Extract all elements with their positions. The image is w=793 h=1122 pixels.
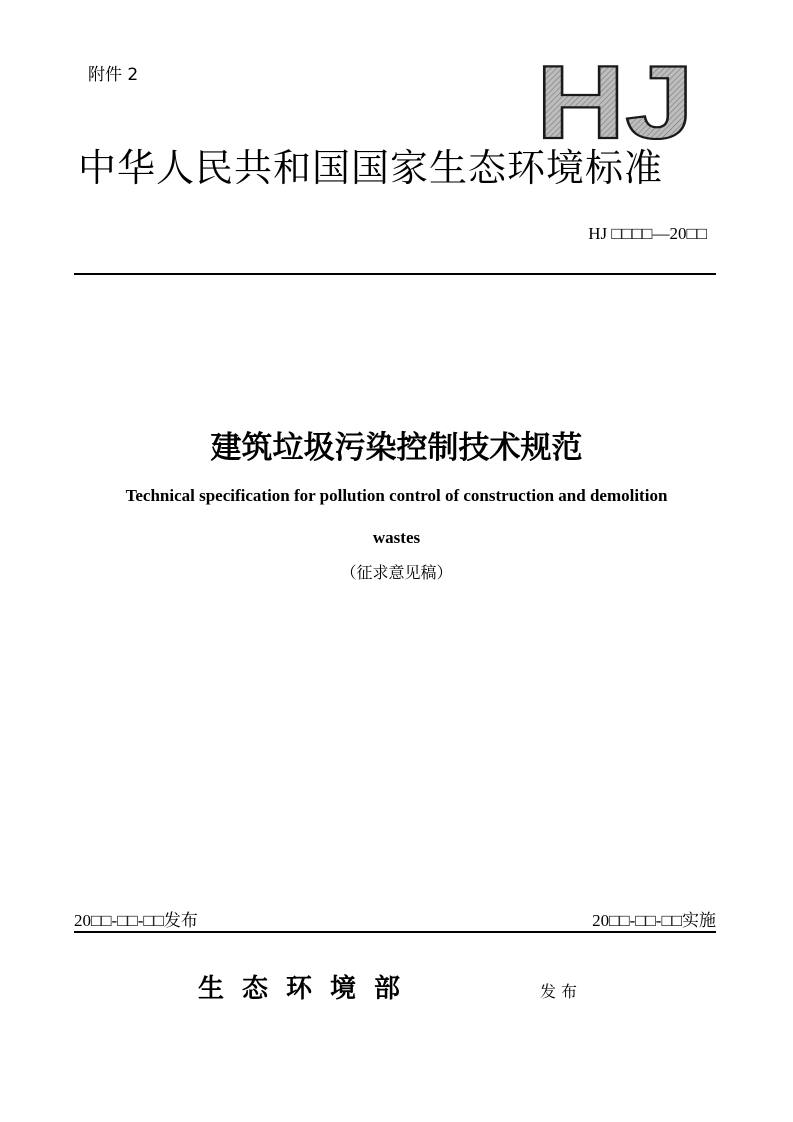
publish-label: 发布: [540, 982, 583, 1001]
svg-text:HJ: HJ: [536, 60, 694, 140]
document-title-en: Technical specification for pollution control of construction and demolition: [125, 486, 668, 505]
hj-logo: [536, 60, 696, 140]
attachment-label: 附件 2: [88, 65, 139, 85]
standard-title: 中华人民共和国国家生态环境标准: [78, 146, 664, 190]
bottom-divider: [74, 931, 716, 933]
document-title-en-continued: wastes: [372, 528, 421, 547]
issue-date: 20□□-□□-□□发布: [74, 911, 198, 930]
publisher-name: 生态环境部: [198, 974, 419, 1004]
standard-number: HJ □□□□—20□□: [588, 224, 707, 243]
document-title-cn: 建筑垃圾污染控制技术规范: [210, 430, 583, 466]
top-divider: [74, 273, 716, 275]
draft-note: （征求意见稿）: [340, 563, 453, 582]
implementation-date: 20□□-□□-□□实施: [592, 911, 716, 930]
